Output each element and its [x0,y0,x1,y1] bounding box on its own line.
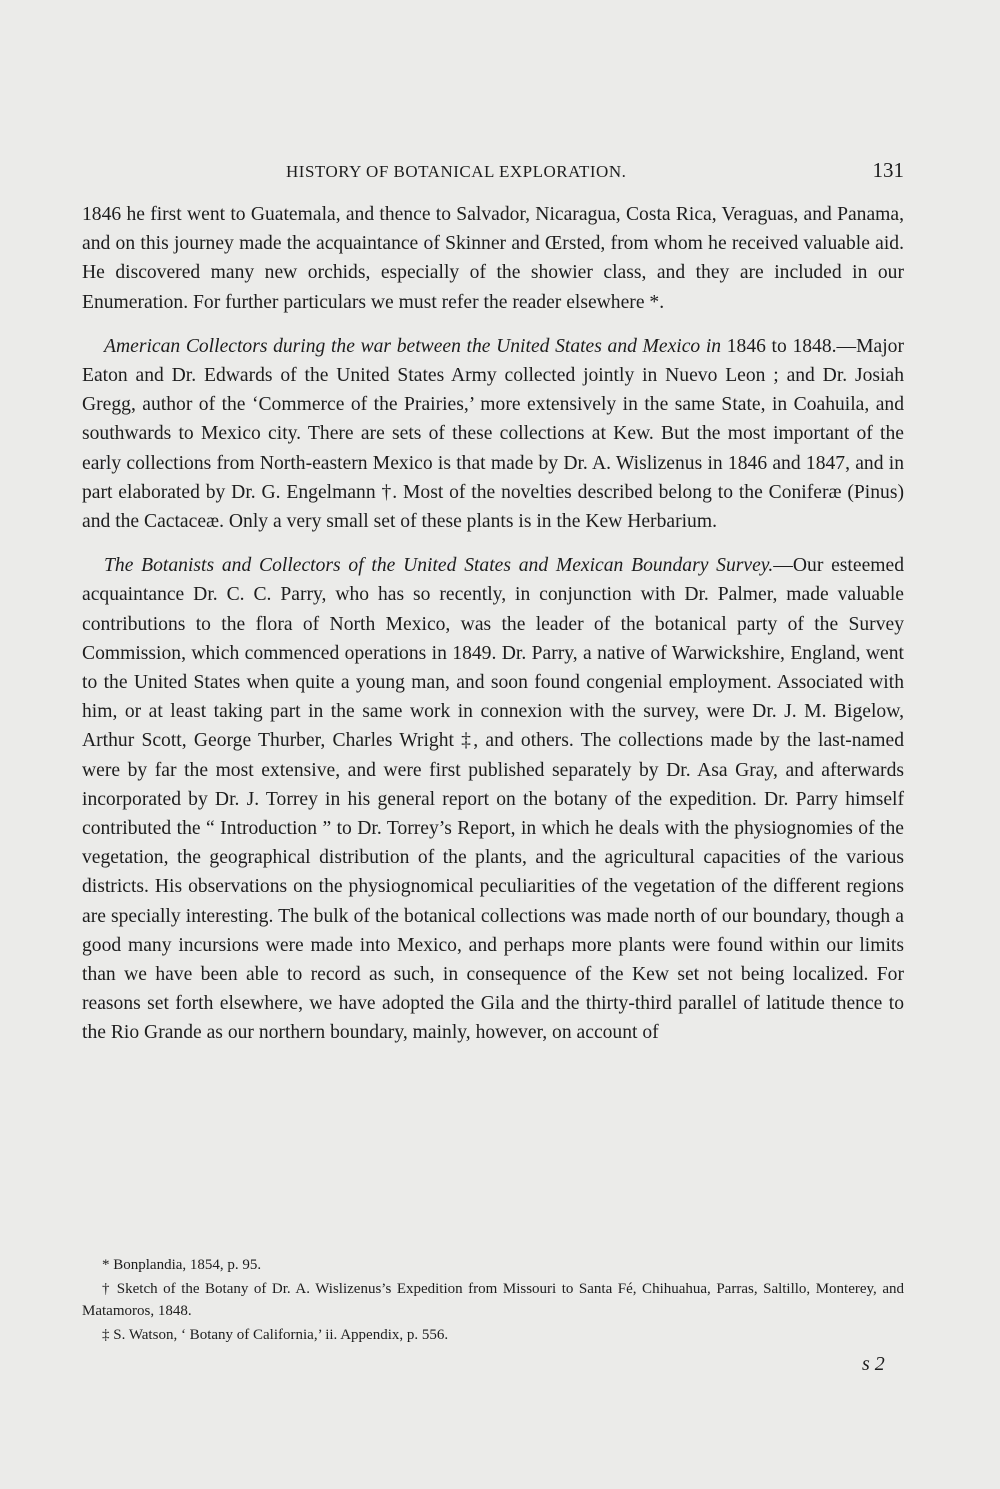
paragraph-american-collectors [82,332,904,536]
section-heading-american-collectors: American Collectors during the war between the United States and Mexico in [104,335,722,357]
footnote-double-dagger: ‡ S. Watson, ‘ Botany of California,’ ii. Appendix, p. 556. [102,1327,449,1343]
page-number: 131 [872,158,904,182]
section-heading-boundary-survey: The Botanists and Collectors of the United States and Mexican Boundary Survey. [104,555,774,577]
running-title: HISTORY OF BOTANICAL EXPLORATION. [286,162,627,181]
page-header [82,158,904,188]
paragraph-boundary-survey [82,551,904,1047]
paragraph-continuation [82,200,904,317]
signature-mark: s 2 [862,1353,885,1375]
paragraph-text: —Our esteemed acquaintance Dr. C. C. Parry, who has so recently, in conjunction with Dr. Palmer, made valuable contributions to the flora of North Mexico, was the leader of the botanical party of the Survey Commission, which commenced operations in 1849. Dr. Parry, a native of Warwickshire, England, went to the United States when quite a young man, and soon found congenial employment. Associated with him, or at least taking part in the same work in connexion with the survey, were Dr. J. M. Bigelow, Arthur Scott, George Thurber, Charles Wright ‡, and others. The collections made by the last-named were by far the most extensive, and were first published separately by Dr. Asa Gray, and afterwards incorporated by Dr. J. Torrey in his general report on the botany of the expedition. Dr. Parry himself contributed the “ Introduction ” to Dr. Torrey’s Report, in which he deals with the physiognomies of the vegetation, the geographical distribution of the plants, and the agricultural capacities of the various districts. His observations on the physiognomical peculiarities of the vegetation of the different regions are specially interesting. The bulk of the botanical collections was made north of our boundary, though a good many incursions were made into Mexico, and perhaps more plants were found within our limits than we have been able to record as such, in consequence of the Kew set not being localized. For reasons set forth elsewhere, we have adopted the Gila and the thirty-third parallel of latitude thence to the Rio Grande as our northern boundary, mainly, however, on account of [82,555,905,1044]
footnote-asterisk: * Bonplandia, 1854, p. 95. [102,1257,262,1273]
footnote-dagger: † Sketch of the Botany of Dr. A. Wislizenus’s Expedition from Missouri to Santa Fé, Chihuahua, Parras, Saltillo, Monterey, and Matamoros, 1848. [82,1281,904,1319]
paragraph-text: 1846 to 1848.—Major Eaton and Dr. Edwards of the United States Army collected jointly in Nuevo Leon ; and Dr. Josiah Gregg, author of the ‘Commerce of the Prairies,’ more extensively in the same State, in Coahuila, and southwards to Mexico city. There are sets of these collections at Kew. But the most important of the early collections from North-eastern Mexico is that made by Dr. A. Wislizenus in 1846 and 1847, and in part elaborated by Dr. G. Engelmann †. Most of the novelties described belong to the Coniferæ (Pinus) and the Cactaceæ. Only a very small set of these plants is in the Kew Herbarium. [82,335,905,533]
paragraph-text: 1846 he first went to Guatemala, and thence to Salvador, Nicaragua, Costa Rica, Veraguas, and Panama, and on this journey made the acquaintance of Skinner and Œrsted, from whom he received valuable aid. He discovered many new orchids, especially of the showier class, and they are included in our Enumeration. For further particulars we must refer the reader elsewhere *. [82,204,904,313]
body-text [82,200,904,1048]
footnotes [82,1254,904,1348]
